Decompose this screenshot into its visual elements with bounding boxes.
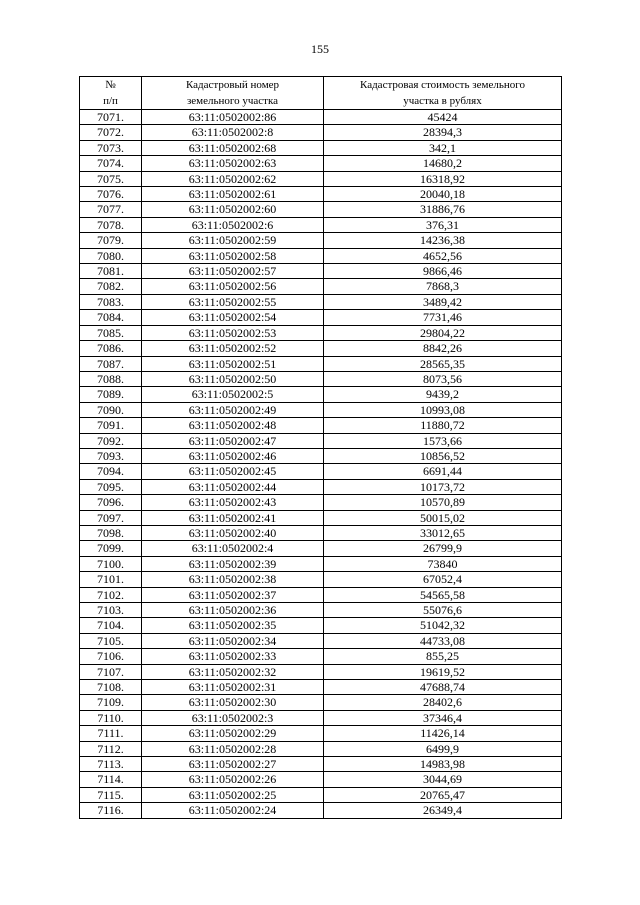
cell-cadastral-number: 63:11:0502002:35	[142, 618, 324, 633]
table-row	[80, 541, 562, 556]
cell-cadastral-number: 63:11:0502002:37	[142, 587, 324, 602]
header-row	[80, 77, 562, 110]
cell-cadastral-number: 63:11:0502002:39	[142, 556, 324, 571]
table-row	[80, 448, 562, 463]
cell-row-number: 7098.	[80, 525, 142, 540]
cell-row-number: 7112.	[80, 741, 142, 756]
cell-cadastral-value: 855,25	[324, 649, 562, 664]
table-row	[80, 433, 562, 448]
cell-row-number: 7081.	[80, 264, 142, 279]
cell-cadastral-number: 63:11:0502002:31	[142, 680, 324, 695]
cell-row-number: 7090.	[80, 402, 142, 417]
cell-row-number: 7075.	[80, 171, 142, 186]
cell-row-number: 7104.	[80, 618, 142, 633]
cell-cadastral-value: 7731,46	[324, 310, 562, 325]
table-row	[80, 772, 562, 787]
cell-row-number: 7086.	[80, 341, 142, 356]
table-row	[80, 402, 562, 417]
cell-cadastral-value: 50015,02	[324, 510, 562, 525]
cell-cadastral-value: 10570,89	[324, 495, 562, 510]
cell-cadastral-value: 11880,72	[324, 418, 562, 433]
table-row	[80, 310, 562, 325]
cell-row-number: 7095.	[80, 479, 142, 494]
cell-row-number: 7116.	[80, 803, 142, 818]
cell-cadastral-value: 14983,98	[324, 757, 562, 772]
cell-cadastral-value: 342,1	[324, 140, 562, 155]
cell-row-number: 7091.	[80, 418, 142, 433]
cell-cadastral-value: 16318,92	[324, 171, 562, 186]
cell-cadastral-number: 63:11:0502002:49	[142, 402, 324, 417]
table-row	[80, 633, 562, 648]
cell-cadastral-value: 9866,46	[324, 264, 562, 279]
table-row	[80, 279, 562, 294]
cell-cadastral-value: 51042,32	[324, 618, 562, 633]
cell-row-number: 7092.	[80, 433, 142, 448]
cell-row-number: 7096.	[80, 495, 142, 510]
table-row	[80, 464, 562, 479]
table-row	[80, 603, 562, 618]
cell-row-number: 7074.	[80, 156, 142, 171]
cell-cadastral-value: 14680,2	[324, 156, 562, 171]
cell-cadastral-number: 63:11:0502002:40	[142, 525, 324, 540]
cell-cadastral-number: 63:11:0502002:45	[142, 464, 324, 479]
cell-cadastral-number: 63:11:0502002:4	[142, 541, 324, 556]
table-row	[80, 680, 562, 695]
table-row	[80, 556, 562, 571]
table-row	[80, 371, 562, 386]
cell-cadastral-number: 63:11:0502002:60	[142, 202, 324, 217]
cell-cadastral-value: 29804,22	[324, 325, 562, 340]
header-number-line2: п/п	[103, 95, 118, 107]
table-row	[80, 341, 562, 356]
table-row	[80, 387, 562, 402]
cell-row-number: 7080.	[80, 248, 142, 263]
page-number: 155	[311, 42, 329, 56]
table-row	[80, 664, 562, 679]
cell-cadastral-number: 63:11:0502002:59	[142, 233, 324, 248]
cell-cadastral-value: 37346,4	[324, 710, 562, 725]
cell-cadastral-number: 63:11:0502002:30	[142, 695, 324, 710]
cell-row-number: 7099.	[80, 541, 142, 556]
cell-row-number: 7100.	[80, 556, 142, 571]
cell-cadastral-number: 63:11:0502002:3	[142, 710, 324, 725]
table-row	[80, 572, 562, 587]
cell-cadastral-number: 63:11:0502002:33	[142, 649, 324, 664]
cell-cadastral-value: 20765,47	[324, 787, 562, 802]
cell-row-number: 7110.	[80, 710, 142, 725]
cell-row-number: 7087.	[80, 356, 142, 371]
table-row	[80, 325, 562, 340]
cell-row-number: 7089.	[80, 387, 142, 402]
cell-cadastral-number: 63:11:0502002:56	[142, 279, 324, 294]
table-row	[80, 233, 562, 248]
cell-cadastral-number: 63:11:0502002:25	[142, 787, 324, 802]
table-row	[80, 110, 562, 125]
cell-cadastral-number: 63:11:0502002:43	[142, 495, 324, 510]
cell-cadastral-number: 63:11:0502002:86	[142, 110, 324, 125]
table-row	[80, 125, 562, 140]
cell-row-number: 7073.	[80, 140, 142, 155]
table-row	[80, 294, 562, 309]
header-number-line1: №	[105, 79, 116, 91]
cell-cadastral-value: 44733,08	[324, 633, 562, 648]
table-row	[80, 710, 562, 725]
cell-cadastral-number: 63:11:0502002:54	[142, 310, 324, 325]
cell-row-number: 7111.	[80, 726, 142, 741]
cell-cadastral-value: 3489,42	[324, 294, 562, 309]
cell-cadastral-number: 63:11:0502002:41	[142, 510, 324, 525]
cell-cadastral-value: 33012,65	[324, 525, 562, 540]
cell-cadastral-value: 8842,26	[324, 341, 562, 356]
header-cadastral-value-line1: Кадастровая стоимость земельного	[360, 79, 525, 91]
cell-cadastral-value: 9439,2	[324, 387, 562, 402]
cell-cadastral-value: 28402,6	[324, 695, 562, 710]
cell-cadastral-value: 4652,56	[324, 248, 562, 263]
table-row	[80, 803, 562, 818]
table-row	[80, 156, 562, 171]
cell-row-number: 7103.	[80, 603, 142, 618]
cell-cadastral-number: 63:11:0502002:24	[142, 803, 324, 818]
cell-row-number: 7093.	[80, 448, 142, 463]
cell-row-number: 7114.	[80, 772, 142, 787]
cell-cadastral-number: 63:11:0502002:6	[142, 217, 324, 232]
table-row	[80, 264, 562, 279]
cell-cadastral-value: 19619,52	[324, 664, 562, 679]
table-row	[80, 787, 562, 802]
cell-row-number: 7097.	[80, 510, 142, 525]
cell-cadastral-number: 63:11:0502002:29	[142, 726, 324, 741]
table-row	[80, 356, 562, 371]
table-row	[80, 741, 562, 756]
cell-cadastral-value: 67052,4	[324, 572, 562, 587]
cell-cadastral-number: 63:11:0502002:34	[142, 633, 324, 648]
cell-cadastral-value: 28394,3	[324, 125, 562, 140]
cell-cadastral-number: 63:11:0502002:58	[142, 248, 324, 263]
table-row	[80, 587, 562, 602]
header-cadastral-number	[142, 77, 324, 110]
cell-cadastral-number: 63:11:0502002:55	[142, 294, 324, 309]
cell-row-number: 7082.	[80, 279, 142, 294]
header-cadastral-value	[324, 77, 562, 110]
cell-cadastral-number: 63:11:0502002:47	[142, 433, 324, 448]
header-cadastral-number-line2: земельного участка	[186, 95, 279, 107]
cell-row-number: 7078.	[80, 217, 142, 232]
cell-cadastral-value: 55076,6	[324, 603, 562, 618]
cell-cadastral-number: 63:11:0502002:63	[142, 156, 324, 171]
cell-cadastral-number: 63:11:0502002:44	[142, 479, 324, 494]
table-row	[80, 495, 562, 510]
table-row	[80, 479, 562, 494]
cell-cadastral-value: 6691,44	[324, 464, 562, 479]
cell-cadastral-value: 376,31	[324, 217, 562, 232]
cell-cadastral-value: 26799,9	[324, 541, 562, 556]
cell-cadastral-number: 63:11:0502002:28	[142, 741, 324, 756]
cell-row-number: 7077.	[80, 202, 142, 217]
cell-row-number: 7109.	[80, 695, 142, 710]
cell-cadastral-value: 54565,58	[324, 587, 562, 602]
cell-cadastral-number: 63:11:0502002:5	[142, 387, 324, 402]
table-row	[80, 757, 562, 772]
cell-row-number: 7105.	[80, 633, 142, 648]
cell-cadastral-value: 26349,4	[324, 803, 562, 818]
cell-cadastral-number: 63:11:0502002:51	[142, 356, 324, 371]
cell-cadastral-value: 10856,52	[324, 448, 562, 463]
cell-cadastral-value: 3044,69	[324, 772, 562, 787]
cell-row-number: 7079.	[80, 233, 142, 248]
table-row	[80, 171, 562, 186]
cell-row-number: 7102.	[80, 587, 142, 602]
table-row	[80, 726, 562, 741]
cell-cadastral-number: 63:11:0502002:53	[142, 325, 324, 340]
table-row	[80, 248, 562, 263]
cell-cadastral-value: 10993,08	[324, 402, 562, 417]
cell-cadastral-number: 63:11:0502002:52	[142, 341, 324, 356]
cell-cadastral-number: 63:11:0502002:38	[142, 572, 324, 587]
cell-cadastral-value: 31886,76	[324, 202, 562, 217]
table-row	[80, 649, 562, 664]
cell-cadastral-value: 47688,74	[324, 680, 562, 695]
cell-row-number: 7083.	[80, 294, 142, 309]
cell-cadastral-value: 11426,14	[324, 726, 562, 741]
cell-cadastral-number: 63:11:0502002:32	[142, 664, 324, 679]
cell-cadastral-number: 63:11:0502002:50	[142, 371, 324, 386]
cell-row-number: 7094.	[80, 464, 142, 479]
table-row	[80, 418, 562, 433]
cell-row-number: 7106.	[80, 649, 142, 664]
cell-row-number: 7113.	[80, 757, 142, 772]
table-row	[80, 217, 562, 232]
cell-row-number: 7108.	[80, 680, 142, 695]
table-header	[80, 77, 562, 110]
cell-cadastral-value: 14236,38	[324, 233, 562, 248]
cell-row-number: 7101.	[80, 572, 142, 587]
table-row	[80, 140, 562, 155]
cadastral-table	[79, 76, 562, 819]
cell-row-number: 7085.	[80, 325, 142, 340]
cell-cadastral-value: 1573,66	[324, 433, 562, 448]
table-row	[80, 510, 562, 525]
cell-cadastral-number: 63:11:0502002:48	[142, 418, 324, 433]
cell-row-number: 7076.	[80, 187, 142, 202]
cell-cadastral-number: 63:11:0502002:68	[142, 140, 324, 155]
cell-cadastral-number: 63:11:0502002:61	[142, 187, 324, 202]
cell-row-number: 7115.	[80, 787, 142, 802]
header-number	[80, 77, 142, 110]
cell-row-number: 7088.	[80, 371, 142, 386]
cell-cadastral-value: 6499,9	[324, 741, 562, 756]
table-row	[80, 525, 562, 540]
cell-cadastral-number: 63:11:0502002:8	[142, 125, 324, 140]
cell-cadastral-number: 63:11:0502002:36	[142, 603, 324, 618]
table-row	[80, 618, 562, 633]
table-body	[80, 110, 562, 819]
table-row	[80, 187, 562, 202]
cell-row-number: 7107.	[80, 664, 142, 679]
cell-cadastral-number: 63:11:0502002:57	[142, 264, 324, 279]
cell-cadastral-value: 20040,18	[324, 187, 562, 202]
cell-cadastral-value: 10173,72	[324, 479, 562, 494]
cell-cadastral-value: 7868,3	[324, 279, 562, 294]
cell-cadastral-number: 63:11:0502002:26	[142, 772, 324, 787]
cell-cadastral-value: 8073,56	[324, 371, 562, 386]
header-cadastral-number-line1: Кадастровый номер	[185, 79, 280, 91]
cell-cadastral-value: 45424	[324, 110, 562, 125]
cell-cadastral-value: 73840	[324, 556, 562, 571]
table-row	[80, 202, 562, 217]
cell-cadastral-number: 63:11:0502002:27	[142, 757, 324, 772]
cell-row-number: 7084.	[80, 310, 142, 325]
cell-cadastral-value: 28565,35	[324, 356, 562, 371]
cell-row-number: 7072.	[80, 125, 142, 140]
cell-cadastral-number: 63:11:0502002:46	[142, 448, 324, 463]
table-row	[80, 695, 562, 710]
cell-row-number: 7071.	[80, 110, 142, 125]
cell-cadastral-number: 63:11:0502002:62	[142, 171, 324, 186]
header-cadastral-value-line2: участка в рублях	[403, 95, 482, 107]
